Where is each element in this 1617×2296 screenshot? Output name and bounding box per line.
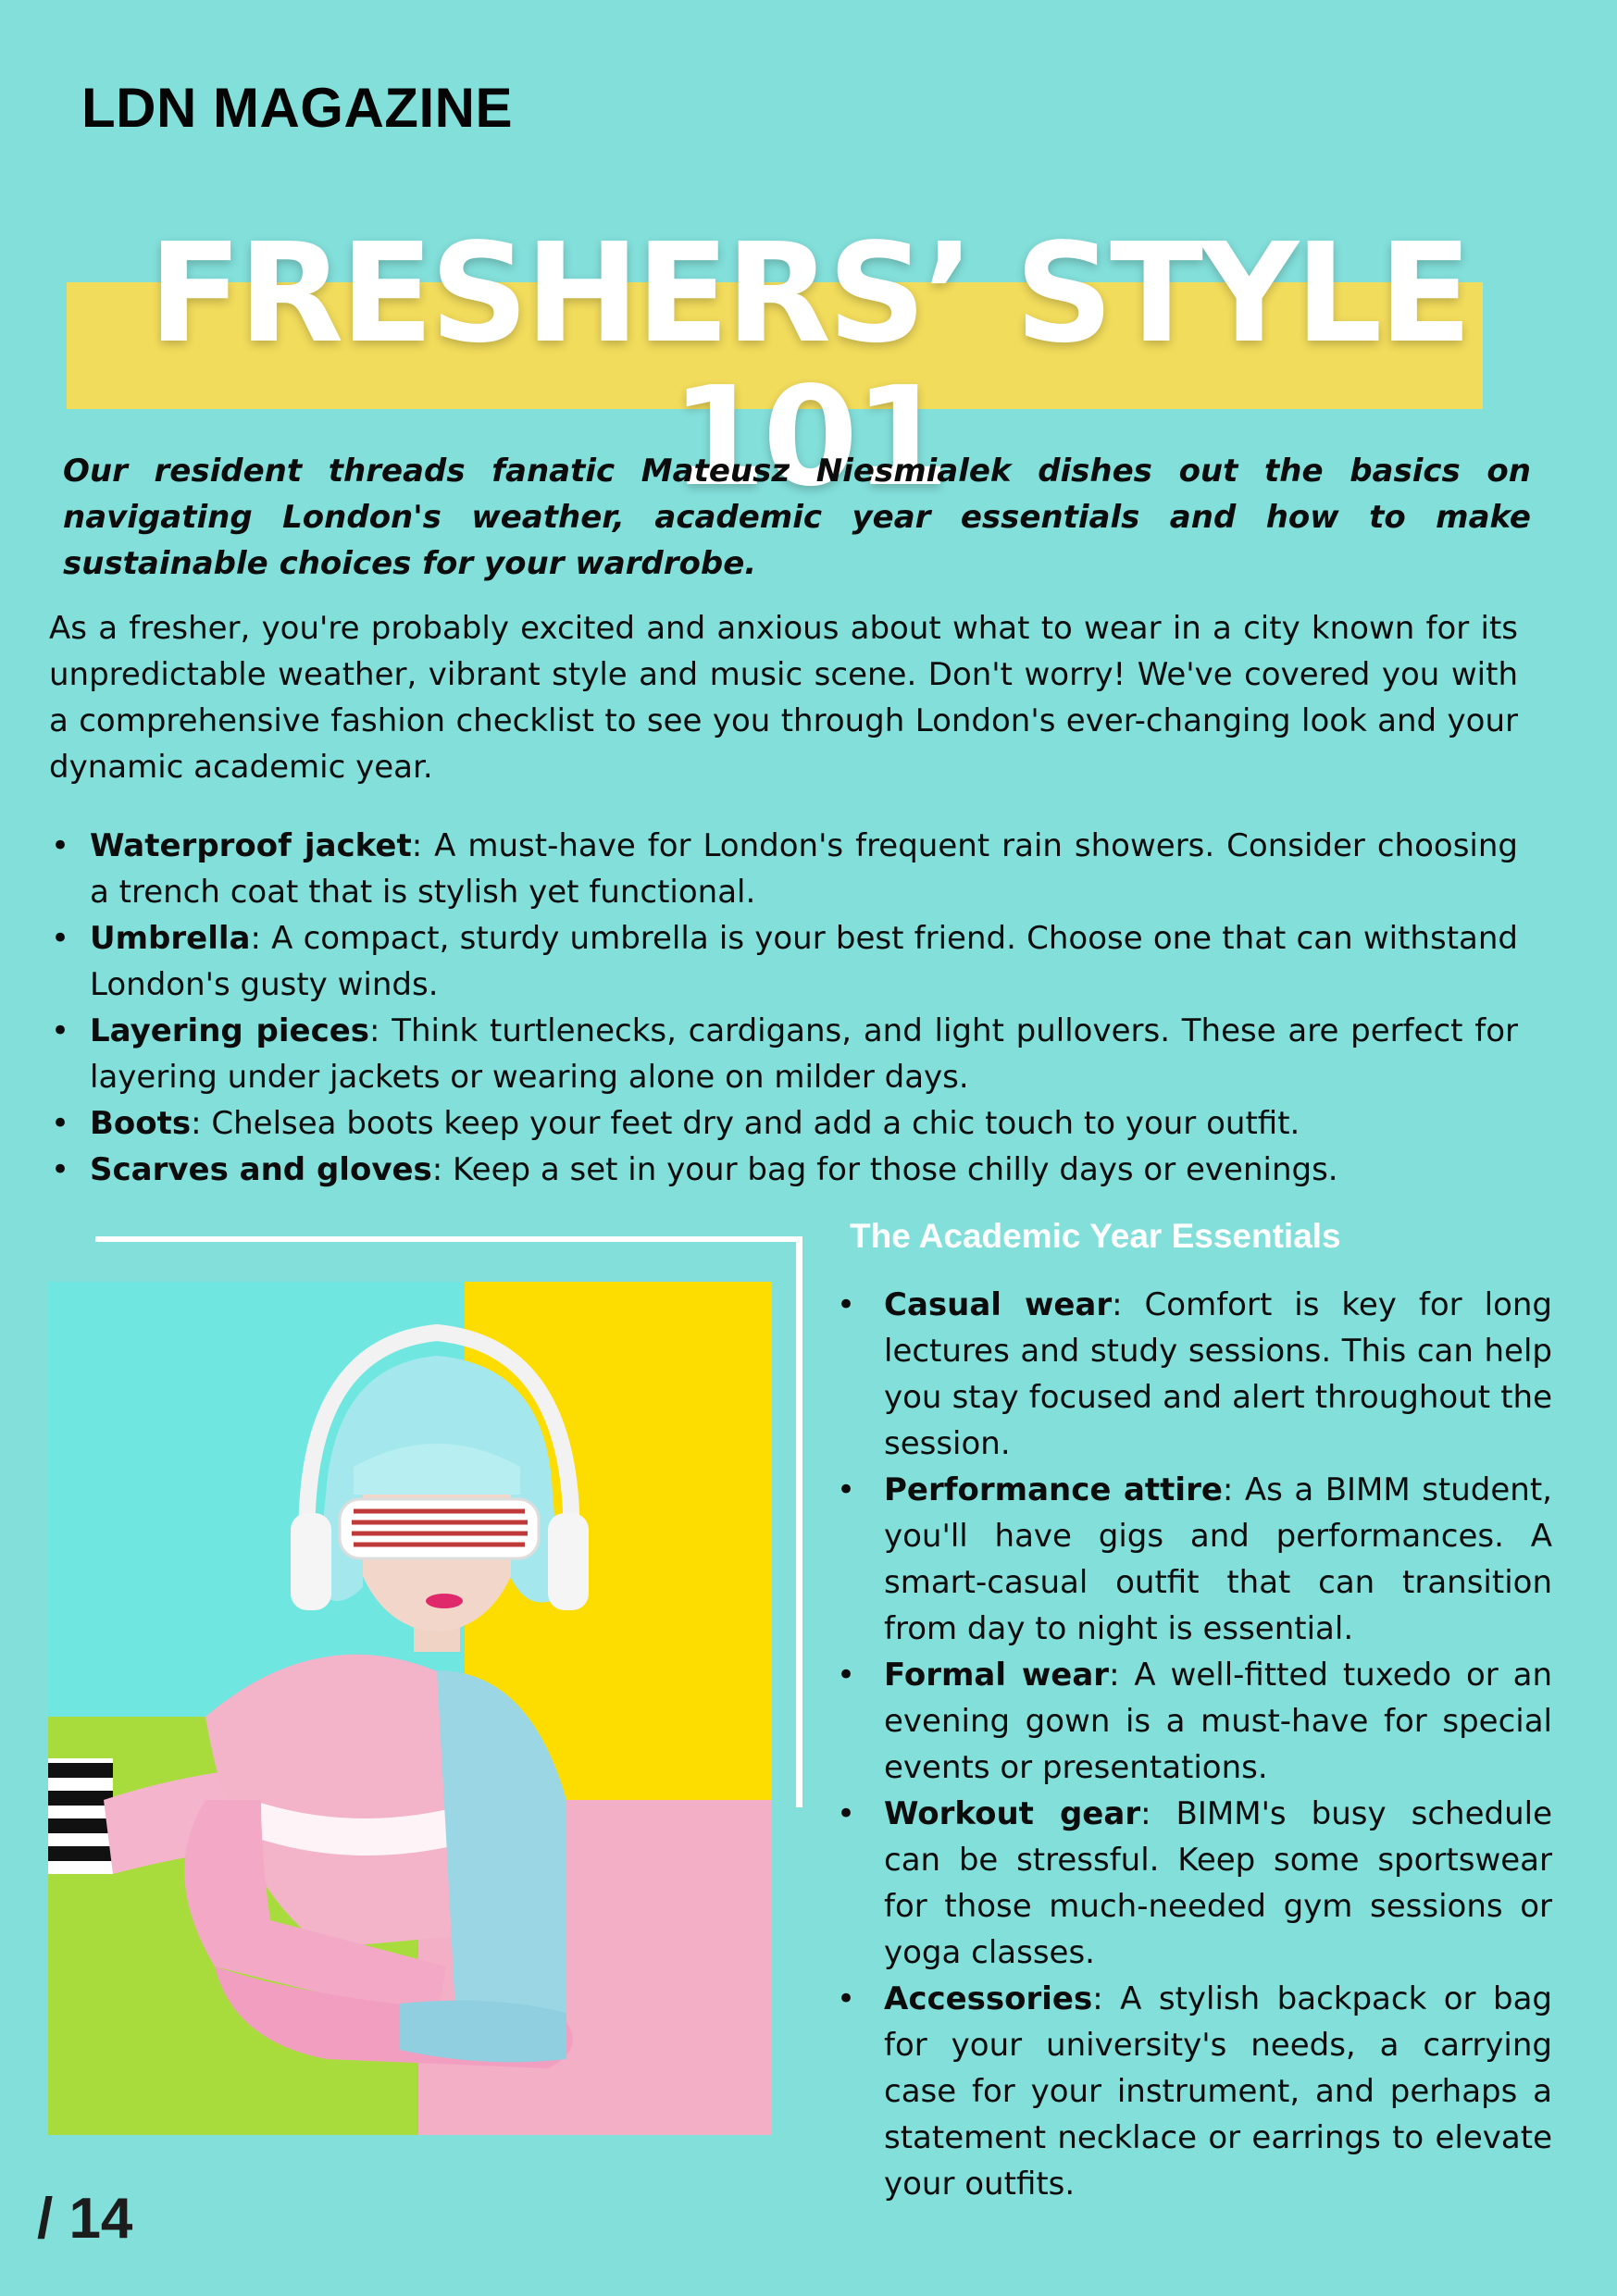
frame-line-top [95,1236,801,1242]
list-item [833,1976,1552,2207]
item-term: Layering pieces [90,1012,370,1049]
fashion-photo [48,1282,772,2135]
bullet-icon: • [51,920,70,957]
academic-section-heading: The Academic Year Essentials [850,1217,1341,1255]
item-term: Performance attire [884,1471,1223,1508]
item-text: : Chelsea boots keep your feet dry and add a chic touch to your outfit. [191,1105,1300,1142]
bullet-icon: • [51,1105,70,1142]
academic-checklist [833,1282,1552,2207]
item-text: : A compact, sturdy umbrella is your best friend. Choose one that can withstand London's gusty winds. [90,920,1518,1003]
bullet-icon: • [51,827,70,864]
bullet-icon: • [837,1471,856,1508]
bullet-icon: • [51,1151,70,1188]
list-item [49,1008,1518,1100]
list-item [49,1100,1518,1147]
item-text: : BIMM's busy schedule can be stressful. Keep some sportswear for those much-needed gym sessions or yoga classes. [884,1795,1552,1971]
item-text: : Comfort is key for long lectures and study sessions. This can help you stay focused and alert throughout the session. [884,1286,1553,1462]
bullet-icon: • [51,1012,70,1049]
list-item [49,915,1518,1008]
list-item [49,1147,1518,1193]
list-item [49,823,1518,915]
item-term: Umbrella [90,920,251,957]
item-text: : A must-have for London's frequent rain showers. Consider choosing a trench coat that is stylish yet functional. [90,827,1519,911]
list-item [833,1467,1552,1652]
intro-standfirst: Our resident threads fanatic Mateusz Niesmialek dishes out the basics on navigating London's weather, academic year essentials and how to make sustainable choices for your wardrobe. [63,453,1531,582]
body-paragraph: As a fresher, you're probably excited and anxious about what to wear in a city known for its unpredictable weather, vibrant style and music scene. Don't worry! We've covered you with a comprehensive fashion checklist to see you through London's ever-changing look and your dynamic academic year. [49,610,1518,786]
item-term: Accessories [884,1980,1093,2017]
frame-line-right [796,1236,802,1807]
item-text: : A well-fitted tuxedo or an evening gown is a must-have for special events or presentations. [884,1657,1552,1786]
item-term: Scarves and gloves [90,1151,432,1188]
masthead: LDN MAGAZINE [81,77,513,139]
item-text: : As a BIMM student, you'll have gigs and performances. A smart-casual outfit that can transition from day to night is essential. [884,1471,1552,1647]
fashion-photo-illustration [48,1282,772,2135]
item-term: Formal wear [884,1657,1110,1694]
item-term: Workout gear [884,1795,1141,1832]
list-item [833,1791,1552,1976]
item-text: : Keep a set in your bag for those chilly days or evenings. [431,1151,1338,1188]
list-item [833,1282,1552,1467]
bullet-icon: • [837,1980,856,2017]
item-term: Casual wear [884,1286,1113,1323]
item-term: Waterproof jacket [90,827,412,864]
bullet-icon: • [837,1795,856,1832]
item-text: : A stylish backpack or bag for your university's needs, a carrying case for your instrument, and perhaps a statement necklace or earrings to elevate your outfits. [884,1980,1552,2203]
weather-checklist [49,823,1518,1193]
bullet-icon: • [837,1286,856,1323]
bullet-icon: • [837,1657,856,1694]
item-text: : Think turtlenecks, cardigans, and light pullovers. These are perfect for layering under jackets or wearing alone on milder days. [90,1012,1518,1096]
page-number: / 14 [37,2187,133,2251]
page-title: FRESHERS’ STYLE 101 [148,214,1469,517]
item-term: Boots [90,1105,192,1142]
list-item [833,1652,1552,1791]
